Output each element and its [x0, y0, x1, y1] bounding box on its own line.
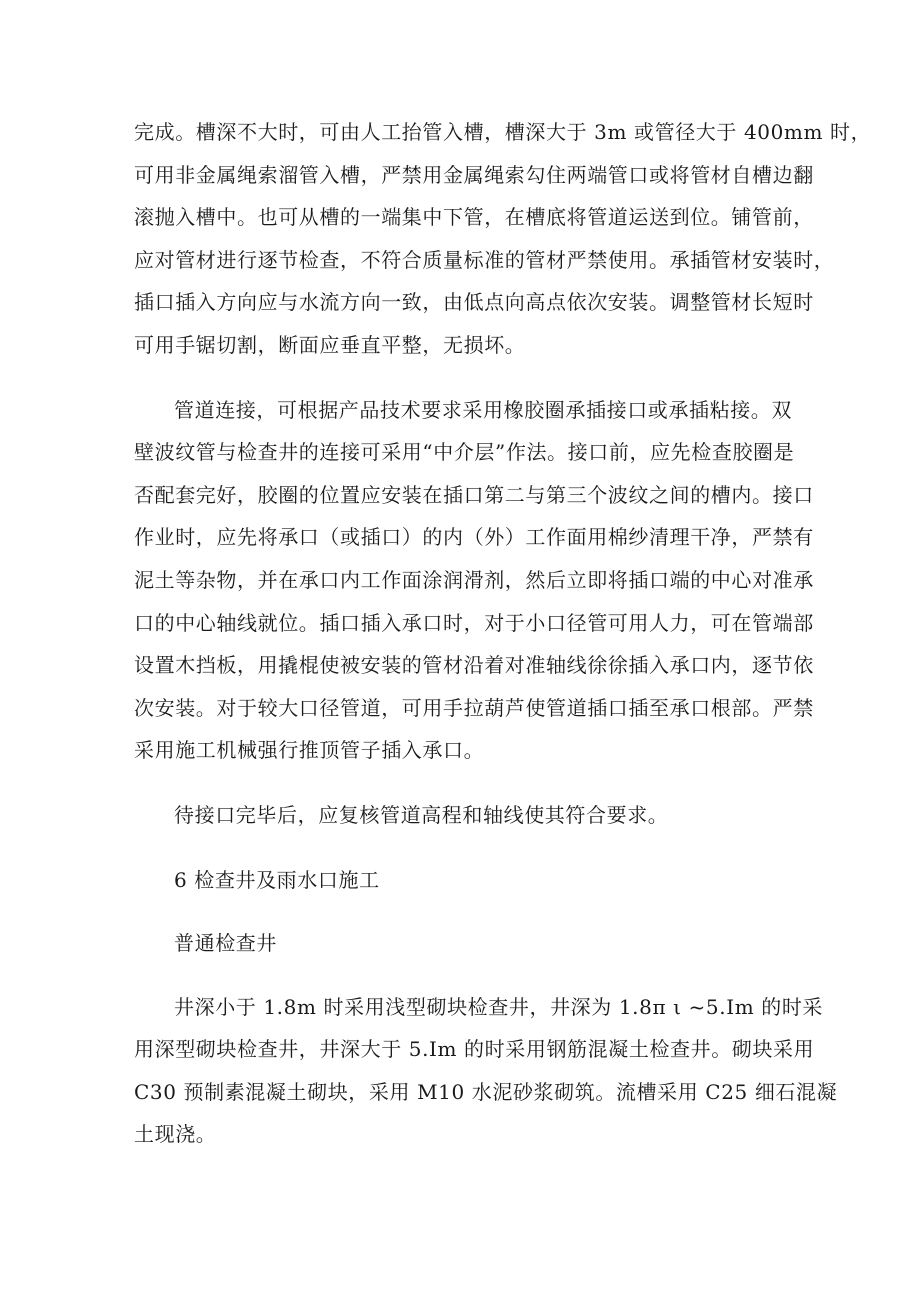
paragraph-line: 待接口完毕后，应复核管道高程和轴线使其符合要求。 [174, 802, 669, 827]
paragraph-line: 管道连接，可根据产品技术要求采用橡胶圈承插接口或承插粘接。双 [174, 397, 792, 422]
paragraph-line: 可用手锯切割，断面应垂直平整，无损坏。 [134, 332, 526, 357]
paragraph-line: 滚抛入槽中。也可从槽的一端集中下管，在槽底将管道运送到位。铺管前， [134, 205, 814, 230]
paragraph-line: 用深型砌块检查井，井深大于 5.Im 的时采用钢筋混凝土检查井。砌块采用 [134, 1037, 815, 1062]
paragraph-line: 应对管材进行逐节检查，不符合质量标准的管材严禁使用。承插管材安装时， [134, 247, 835, 272]
paragraph-line: 完成。槽深不大时，可由人工抬管入槽，槽深大于 3m 或管径大于 400mm 时， [134, 120, 872, 144]
section-heading: 6 检查井及雨水口施工 [174, 867, 380, 892]
paragraph-line: 井深小于 1.8m 时采用浅型砌块检查井，井深为 1.8π ι ~5.Im 的时采 [174, 994, 824, 1019]
paragraph-line: 次安装。对于较大口径管道，可用手拉葫芦使管道插口插至承口根部。严禁 [134, 695, 814, 720]
paragraph-joint-check [134, 794, 794, 837]
document-body [134, 111, 872, 1178]
paragraph-line: 可用非金属绳索溜管入槽，严禁用金属绳索勾住两端管口或将管材自槽边翻 [134, 162, 814, 187]
paragraph-line: 采用施工机械强行推顶管子插入承口。 [134, 738, 485, 763]
paragraph-line: 口的中心轴线就位。插口插入承口时，对于小口径管可用人力，可在管端部 [134, 610, 814, 635]
paragraph-line: 土现浇。 [134, 1122, 217, 1147]
paragraph-line: 设置木挡板，用撬棍使被安装的管材沿着对准轴线徐徐插入承口内，逐节依 [134, 653, 814, 678]
paragraph-pipe-lowering [134, 111, 872, 367]
paragraph-pipe-connection [134, 389, 814, 772]
paragraph-line: 否配套完好，胶圈的位置应安装在插口第二与第三个波纹之间的槽内。接口 [134, 482, 814, 507]
paragraph-line: 插口插入方向应与水流方向一致，由低点向高点依次安装。调整管材长短时 [134, 290, 814, 315]
paragraph-line: 壁波纹管与检查井的连接可采用“中介层”作法。接口前，应先检查胶圈是 [134, 440, 795, 465]
paragraph-inspection-well [134, 986, 838, 1156]
sub-heading: 普通检查井 [174, 931, 277, 956]
paragraph-line: C30 预制素混凝土砌块，采用 M10 水泥砂浆砌筑。流槽采用 C25 细石混凝 [134, 1079, 838, 1104]
paragraph-line: 泥土等杂物，并在承口内工作面涂润滑剂，然后立即将插口端的中心对准承 [134, 567, 814, 592]
paragraph-line: 作业时，应先将承口（或插口）的内（外）工作面用棉纱清理干净，严禁有 [134, 525, 814, 550]
